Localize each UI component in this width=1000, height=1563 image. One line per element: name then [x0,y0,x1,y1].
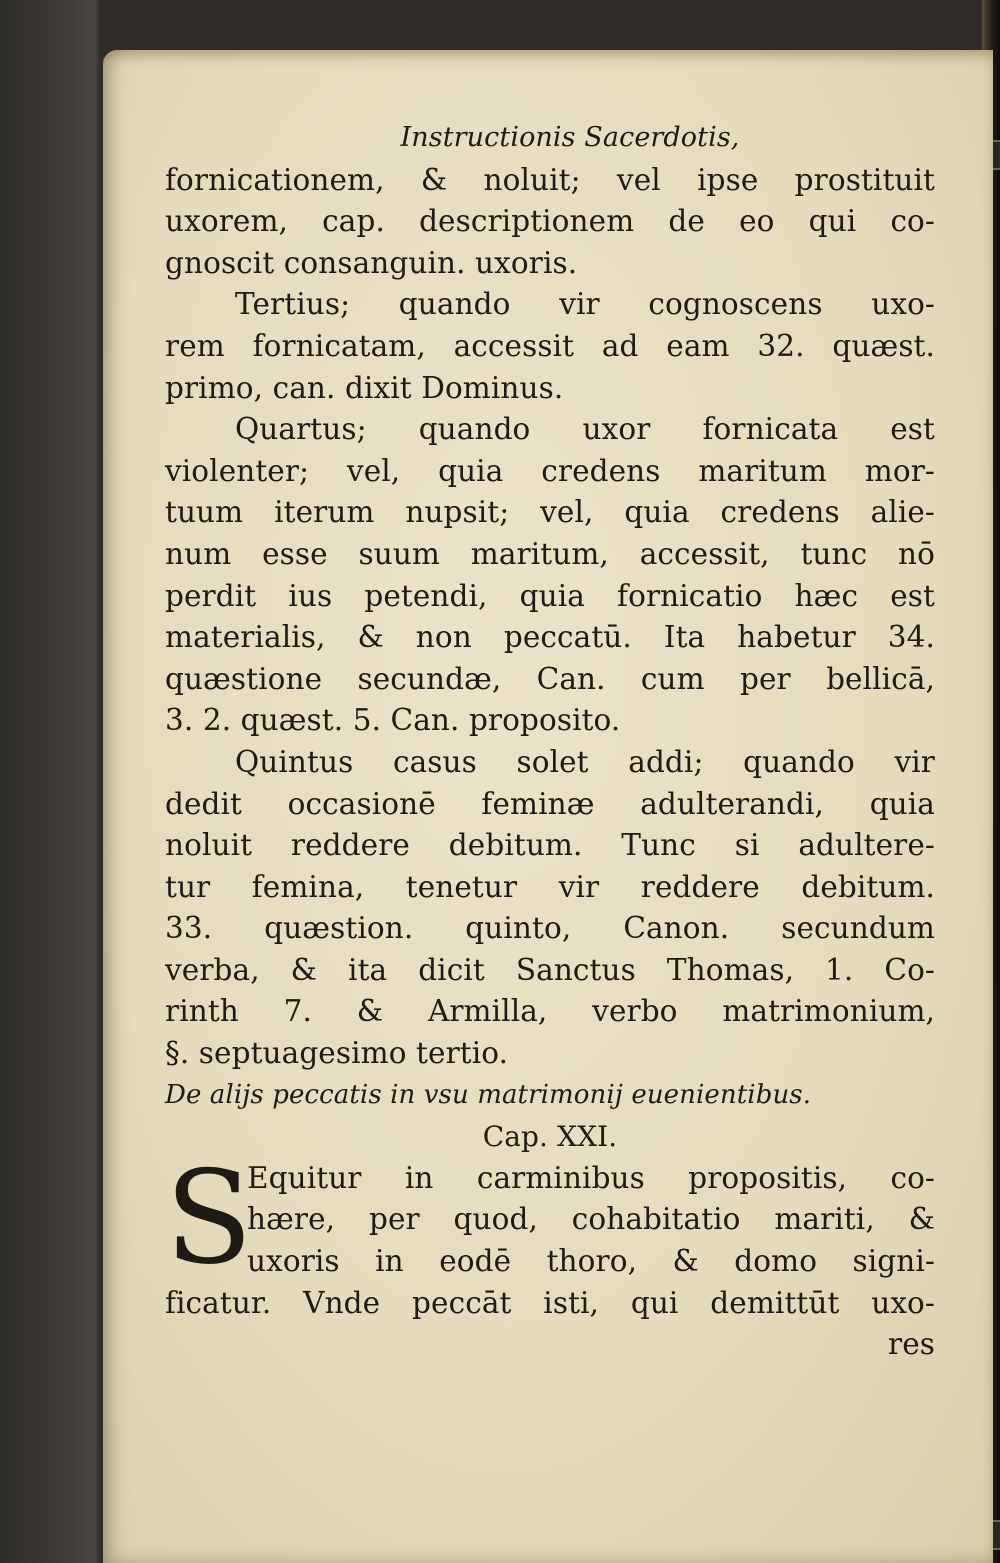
text-line: dedit occasionē feminæ adulterandi, quia [165,786,935,821]
text-line: quæstione secundæ, Can. cum per bellicā, [165,661,935,696]
text-line: Quintus casus solet addi; quando vir [235,744,935,779]
text-line: hære, per quod, cohabitatio mariti, & [247,1202,935,1237]
text-line: materialis, & non peccatū. Ita habetur 34. [165,620,935,655]
text-line: gnoscit consanguin. uxoris. [165,245,578,280]
text-line: 3. 2. quæst. 5. Can. proposito. [165,703,621,738]
text-line: ficatur. Vnde peccāt isti, qui demittūt uxo- [165,1285,935,1320]
text-line: tur femina, tenetur vir reddere debitum. [165,869,935,904]
text-line: 33. quæstion. quinto, Canon. secundum [165,911,935,946]
text-line: tuum iterum nupsit; vel, quia credens alie- [165,495,935,530]
text-line: Quartus; quando uxor fornicata est [235,412,935,447]
text-line: fornicationem, & noluit; vel ipse prostituit [165,162,935,197]
text-line: num esse suum maritum, accessit, tunc nō [165,536,935,571]
running-head: Instructionis Sacerdotis, [400,122,740,153]
text-line: perdit ius petendi, quia fornicatio hæc est [165,578,935,613]
text-line: rem fornicatam, accessit ad eam 32. quæst. [165,328,935,363]
page-text [165,118,935,1366]
catchword: res [888,1327,935,1362]
text-line: Tertius; quando vir cognoscens uxo- [235,287,935,322]
text-line: rinth 7. & Armilla, verbo matrimonium, [165,994,935,1029]
text-line: verba, & ita dicit Sanctus Thomas, 1. Co- [165,952,935,987]
chapter-number: Cap. XXI. [482,1120,618,1154]
text-line: uxorem, cap. descriptionem de eo qui co- [165,204,935,239]
text-line: noluit reddere debitum. Tunc si adultere- [165,828,935,863]
text-line: §. septuagesimo tertio. [165,1036,509,1071]
text-line: Equitur in carminibus propositis, co- [247,1160,935,1195]
drop-cap-initial: S [165,1143,253,1293]
chapter-opening [165,1143,935,1293]
chapter-title: De alijs peccatis in vsu matrimonij euenientibus. [165,1079,812,1110]
text-line: uxoris in eodē thoro, & domo signi- [247,1244,935,1279]
text-line: primo, can. dixit Dominus. [165,370,564,405]
text-line: violenter; vel, quia credens maritum mor- [165,453,935,488]
